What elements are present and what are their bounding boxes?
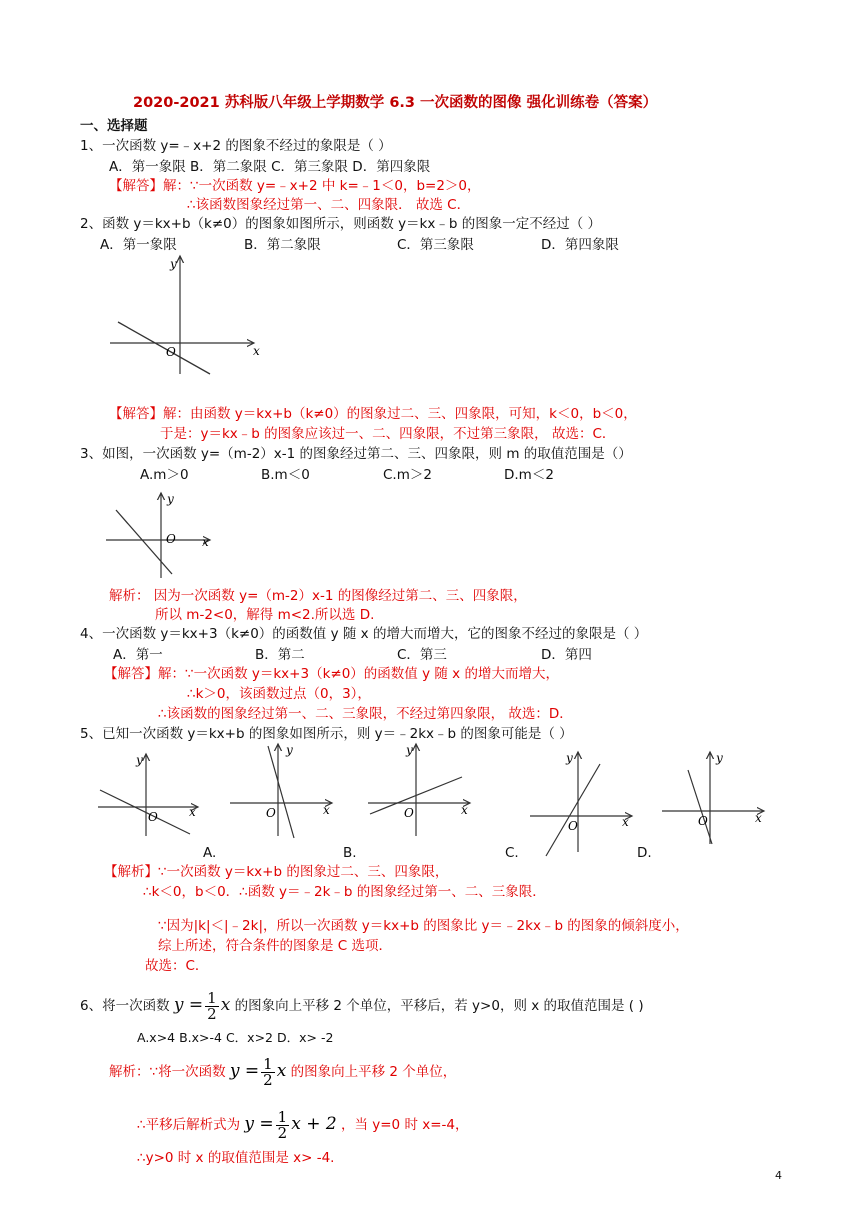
q6-ans1-suffix: 的图象向上平移 2 个单位， bbox=[290, 1064, 457, 1080]
q1-answer-line1: 【解答】解：∵一次函数 y=﹣x+2 中 k=﹣1＜0，b=2＞0， bbox=[109, 178, 481, 194]
x-axis-label: x bbox=[189, 805, 196, 819]
y-axis-label: y bbox=[716, 751, 723, 765]
origin-label: O bbox=[166, 345, 176, 359]
q4-answer-line3: ∴该函数的图象经过第一、二、三象限，不经过第四象限， 故选：D． bbox=[158, 706, 573, 722]
q2-answer-line2: 于是：y＝kx﹣b 的图象应该过一、二、四象限，不过第三象限， 故选：C． bbox=[160, 426, 616, 442]
q2-stem: 2、函数 y＝kx+b（k≠0）的图象如图所示，则函数 y＝kx﹣b 的图象一定不经过（ ） bbox=[80, 216, 602, 232]
q2-option-a: A．第一象限 bbox=[100, 237, 177, 253]
q5-stem: 5、已知一次函数 y＝kx+b 的图象如图所示，则 y＝﹣2kx﹣b 的图象可能是（ ） bbox=[80, 726, 573, 742]
origin-label: O bbox=[266, 806, 276, 820]
q4-option-c: C．第三 bbox=[397, 647, 447, 663]
q5-option-a: A. bbox=[203, 845, 217, 861]
function-line bbox=[546, 764, 600, 856]
q5-option-d: D. bbox=[637, 845, 652, 861]
q2-option-c: C．第三象限 bbox=[397, 237, 474, 253]
q6-ans1-formula-x: x bbox=[276, 1061, 287, 1081]
q2-option-b: B．第二象限 bbox=[244, 237, 321, 253]
y-axis-label: y bbox=[286, 743, 293, 757]
y-axis-label: y bbox=[566, 751, 573, 765]
q1-options: A．第一象限 B．第二象限 C．第三象限 D．第四象限 bbox=[109, 159, 431, 175]
q4-answer-line2: ∴k＞0，该函数过点（0，3）， bbox=[187, 686, 371, 702]
page-title: 2020-2021 苏科版八年级上学期数学 6.3 一次函数的图像 强化训练卷（答案） bbox=[133, 95, 658, 111]
origin-label: O bbox=[166, 532, 176, 546]
x-axis-label: x bbox=[755, 811, 762, 825]
function-line bbox=[100, 790, 190, 834]
frac-numerator: 1 bbox=[263, 1054, 273, 1073]
q6-answer-line2 bbox=[137, 1107, 469, 1142]
q6-stem-suffix: 的图象向上平移 2 个单位，平移后，若 y>0，则 x 的取值范围是 ( ) bbox=[234, 998, 644, 1014]
q6-formula-y: y = bbox=[173, 995, 204, 1015]
q4-option-d: D．第四 bbox=[541, 647, 592, 663]
q3-option-a: A.m＞0 bbox=[140, 467, 189, 483]
q6-answer-line1 bbox=[109, 1054, 456, 1089]
origin-label: O bbox=[148, 810, 158, 824]
q6-ans1-fraction bbox=[261, 1054, 275, 1089]
q5-answer-line5: 故选：C． bbox=[145, 958, 209, 974]
q5-graph-c bbox=[528, 748, 638, 858]
q4-answer-line1: 【解答】解：∵一次函数 y＝kx+3（k≠0）的函数值 y 随 x 的增大而增大， bbox=[104, 666, 559, 682]
y-axis-label: y bbox=[167, 492, 174, 506]
q5-answer-line1: 【解析】∵一次函数 y＝kx+b 的图象过二、三、四象限， bbox=[104, 864, 449, 880]
x-axis-label: x bbox=[461, 803, 468, 817]
function-line bbox=[688, 770, 712, 844]
q6-answer-line3: ∴y>0 时 x 的取值范围是 x> -4. bbox=[137, 1150, 335, 1166]
x-axis-label: x bbox=[253, 344, 260, 358]
q6-ans2-formula-y: y = bbox=[244, 1114, 274, 1134]
q2-answer-line1: 【解答】解：由函数 y＝kx+b（k≠0）的图象过二、三、四象限，可知，k＜0，b＜0， bbox=[109, 406, 637, 422]
frac-numerator: 1 bbox=[207, 988, 217, 1007]
q3-answer-line1: 解析： 因为一次函数 y=（m-2）x-1 的图像经过第二、三、四象限， bbox=[109, 588, 527, 604]
q5-answer-line2: ∴k＜0，b＜0．∴函数 y＝﹣2k﹣b 的图象经过第一、二、三象限． bbox=[143, 884, 546, 900]
q6-ans1-formula-y: y = bbox=[229, 1061, 260, 1081]
q5-option-b: B. bbox=[343, 845, 357, 861]
q3-graph bbox=[104, 490, 216, 582]
q6-stem-prefix: 6、将一次函数 bbox=[80, 998, 170, 1014]
q6-formula-x: x bbox=[220, 995, 231, 1015]
q5-answer-line4: 综上所述，符合条件的图象是 C 选项． bbox=[158, 938, 393, 954]
frac-denominator: 2 bbox=[263, 1070, 273, 1089]
q6-stem bbox=[80, 988, 644, 1023]
q4-option-b: B．第二 bbox=[255, 647, 305, 663]
q5-graph-d bbox=[660, 748, 770, 848]
q5-answer-line3: ∵因为|k|＜|﹣2k|，所以一次函数 y＝kx+b 的图象比 y＝﹣2kx﹣b 的图象的倾斜度小， bbox=[158, 918, 689, 934]
section-heading: 一、选择题 bbox=[80, 118, 148, 134]
x-axis-label: x bbox=[202, 535, 209, 549]
q6-ans2-prefix: ∴平移后解析式为 bbox=[137, 1117, 241, 1133]
q3-option-c: C.m＞2 bbox=[383, 467, 432, 483]
q2-option-d: D．第四象限 bbox=[541, 237, 619, 253]
x-axis-label: x bbox=[622, 815, 629, 829]
origin-label: O bbox=[698, 814, 708, 828]
q3-option-d: D.m＜2 bbox=[504, 467, 554, 483]
q6-ans2-fraction bbox=[276, 1107, 290, 1142]
function-line bbox=[118, 322, 210, 374]
frac-denominator: 2 bbox=[277, 1123, 288, 1142]
q3-stem: 3、如图，一次函数 y=（m-2）x-1 的图象经过第二、三、四象限，则 m 的取值范围是（） bbox=[80, 446, 632, 462]
q1-stem: 1、一次函数 y=﹣x+2 的图象不经过的象限是（ ） bbox=[80, 138, 392, 154]
q6-ans2-suffix: ，当 y=0 时 x=-4， bbox=[340, 1117, 469, 1133]
function-line bbox=[116, 510, 172, 574]
origin-label: O bbox=[404, 806, 414, 820]
q3-option-b: B.m＜0 bbox=[261, 467, 310, 483]
frac-denominator: 2 bbox=[207, 1004, 217, 1023]
q4-stem: 4、一次函数 y＝kx+3（k≠0）的函数值 y 随 x 的增大而增大，它的图象不经过的象限是（ ） bbox=[80, 626, 648, 642]
q5-given-graph bbox=[96, 750, 206, 840]
y-axis-label: y bbox=[170, 257, 177, 271]
q2-graph bbox=[108, 252, 268, 378]
origin-label: O bbox=[568, 819, 578, 833]
page-number: 4 bbox=[775, 1169, 782, 1182]
q6-ans1-prefix: 解析：∵将一次函数 bbox=[109, 1064, 226, 1080]
q1-answer-line2: ∴该函数图象经过第一、二、四象限． 故选 C． bbox=[187, 197, 471, 213]
q6-fraction bbox=[205, 988, 219, 1023]
q5-option-c: C. bbox=[505, 845, 519, 861]
q5-graph-b bbox=[366, 740, 476, 840]
q4-option-a: A．第一 bbox=[113, 647, 163, 663]
x-axis-label: x bbox=[323, 803, 330, 817]
q6-ans2-formula-rest: x + 2 bbox=[291, 1114, 337, 1134]
q5-graph-a bbox=[228, 740, 338, 840]
function-line bbox=[268, 746, 294, 838]
frac-numerator: 1 bbox=[277, 1107, 288, 1126]
y-axis-label: y bbox=[406, 743, 413, 757]
q6-options: A.x>4 B.x>-4 C．x>2 D．x> -2 bbox=[137, 1030, 334, 1045]
q3-answer-line2: 所以 m-2<0，解得 m<2.所以选 D. bbox=[155, 607, 375, 623]
y-axis-label: y bbox=[136, 753, 143, 767]
